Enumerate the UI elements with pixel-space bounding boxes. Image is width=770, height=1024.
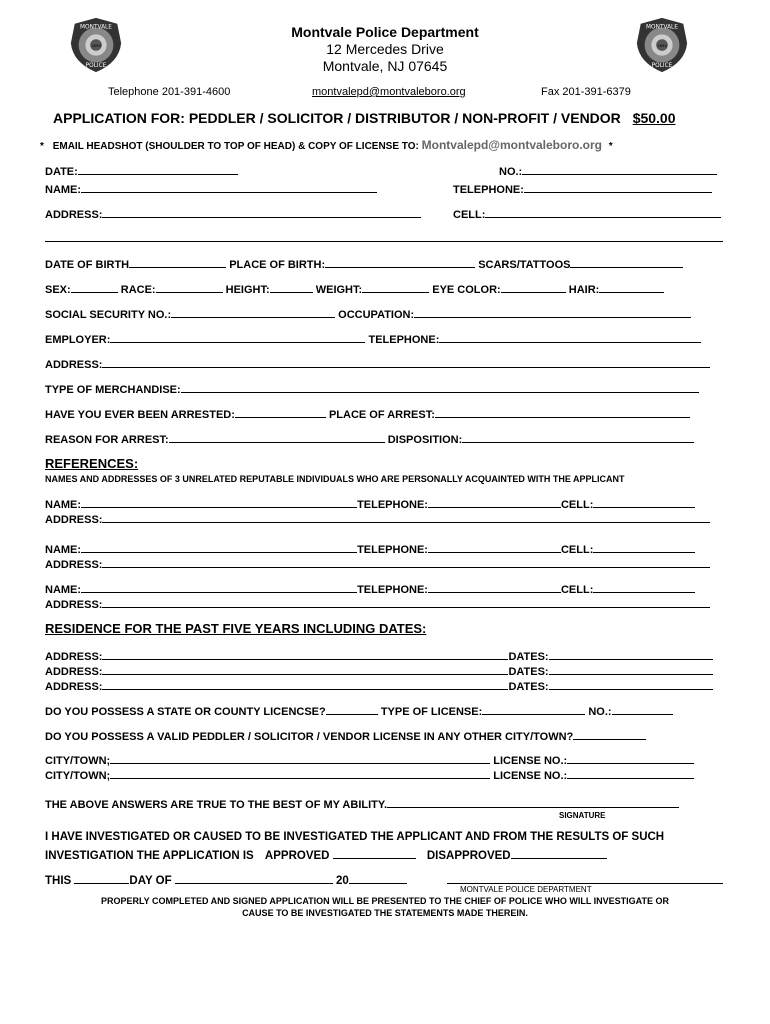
residence-row-2 — [45, 663, 713, 678]
license-no-field[interactable] — [612, 703, 673, 715]
city2-field[interactable] — [110, 767, 490, 779]
arrested-row — [45, 406, 690, 421]
ref1-address-field[interactable] — [102, 511, 710, 523]
other-license-answer[interactable] — [573, 728, 646, 740]
dob-field[interactable] — [129, 256, 226, 268]
ref1-name-label: NAME: — [45, 499, 82, 511]
race-field[interactable] — [156, 281, 223, 293]
reference-2-address-row — [45, 556, 710, 571]
street-address: 12 Mercedes Drive — [326, 41, 444, 57]
svg-text:POLICE: POLICE — [85, 63, 107, 70]
city2-label: CITY/TOWN; — [45, 770, 111, 782]
ref3-name-label: NAME: — [45, 584, 82, 596]
ref3-name-field[interactable] — [81, 581, 357, 593]
fee: $50.00 — [632, 110, 676, 126]
address-line-2[interactable] — [45, 241, 723, 242]
header-email-link[interactable]: montvalepd@montvaleboro.org — [312, 86, 466, 98]
application-title — [53, 110, 676, 126]
city1-license-label: LICENSE NO.: — [493, 755, 568, 767]
no-field[interactable] — [522, 163, 717, 175]
reference-3-row — [45, 581, 695, 596]
race-label: RACE: — [120, 284, 156, 296]
merchandise-field[interactable] — [181, 381, 699, 393]
height-label: HEIGHT: — [225, 284, 270, 296]
attestation-row — [45, 796, 679, 811]
ref1-cell-field[interactable] — [593, 496, 695, 508]
svg-text:1894: 1894 — [91, 42, 101, 48]
disposition-label: DISPOSITION: — [387, 434, 463, 446]
weight-label: WEIGHT: — [315, 284, 363, 296]
pob-label: PLACE OF BIRTH: — [229, 259, 326, 271]
place-arrest-field[interactable] — [435, 406, 690, 418]
department-caption: MONTVALE POLICE DEPARTMENT — [460, 885, 592, 894]
ssn-field[interactable] — [171, 306, 335, 318]
license-type-label: TYPE OF LICENSE: — [380, 706, 483, 718]
name-label: NAME: — [45, 184, 82, 196]
license-type-field[interactable] — [482, 703, 585, 715]
day-of-label: DAY OF — [129, 875, 172, 887]
svg-text:MONTVALE: MONTVALE — [646, 24, 678, 31]
date-label: DATE: — [45, 166, 78, 178]
attestation-text: THE ABOVE ANSWERS ARE TRUE TO THE BEST OF MY ABILITY. — [45, 799, 388, 811]
notice-text: EMAIL HEADSHOT (SHOULDER TO TOP OF HEAD) & COPY OF LICENSE TO: — [52, 141, 419, 152]
cell-row — [453, 206, 721, 221]
sex-field[interactable] — [71, 281, 118, 293]
res2-dates-field[interactable] — [549, 663, 713, 675]
month-field[interactable] — [175, 872, 333, 884]
disposition-field[interactable] — [462, 431, 694, 443]
year-prefix: 20 — [336, 875, 349, 887]
year-field[interactable] — [349, 872, 407, 884]
ref3-telephone-label: TELEPHONE: — [357, 584, 428, 596]
ref1-address-label: ADDRESS: — [45, 514, 103, 526]
ref2-address-label: ADDRESS: — [45, 559, 103, 571]
scars-field[interactable] — [570, 256, 683, 268]
eye-field[interactable] — [501, 281, 566, 293]
eye-label: EYE COLOR: — [432, 284, 501, 296]
place-arrest-label: PLACE OF ARREST: — [328, 409, 435, 421]
res2-dates-label: DATES: — [508, 666, 549, 678]
city1-license-field[interactable] — [567, 752, 694, 764]
scars-label: SCARS/TATTOOS — [478, 259, 571, 271]
res3-address-field[interactable] — [102, 678, 508, 690]
date-signed-row — [45, 872, 407, 887]
weight-field[interactable] — [362, 281, 429, 293]
disapproved-label: DISAPPROVED — [426, 850, 511, 862]
references-subheading: NAMES AND ADDRESSES OF 3 UNRELATED REPUTABLE INDIVIDUALS WHO ARE PERSONALLY ACQUAINTED WITH THE APPLICANT — [45, 474, 625, 484]
city-license-row-1 — [45, 752, 694, 767]
reference-1-address-row — [45, 511, 710, 526]
arrested-field[interactable] — [235, 406, 326, 418]
investigation-row-2 — [45, 847, 607, 862]
occupation-label: OCCUPATION: — [338, 309, 415, 321]
approved-label: APPROVED — [264, 850, 330, 862]
ref3-telephone-field[interactable] — [428, 581, 561, 593]
disapproved-field[interactable] — [511, 847, 607, 859]
footer-line-2: CAUSE TO BE INVESTIGATED THE STATEMENTS MADE THEREIN. — [242, 908, 528, 918]
residence-row-3 — [45, 678, 713, 693]
birth-row — [45, 256, 683, 271]
signature-field[interactable] — [387, 796, 679, 808]
notice-star-end: * — [608, 141, 613, 152]
department-name: Montvale Police Department — [291, 24, 479, 40]
name-field[interactable] — [81, 181, 377, 193]
ref2-name-label: NAME: — [45, 544, 82, 556]
res3-dates-field[interactable] — [549, 678, 713, 690]
name-row — [45, 181, 377, 196]
cell-label: CELL: — [453, 209, 486, 221]
ref3-address-label: ADDRESS: — [45, 599, 103, 611]
investigation-text-2: INVESTIGATION THE APPLICATION IS — [45, 850, 254, 862]
res2-address-field[interactable] — [102, 663, 508, 675]
notice-email[interactable]: Montvalepd@montvaleboro.org — [421, 138, 602, 152]
telephone-label: TELEPHONE: — [453, 184, 524, 196]
ssn-label: SOCIAL SECURITY NO.: — [45, 309, 172, 321]
ref2-name-field[interactable] — [81, 541, 357, 553]
ref2-address-field[interactable] — [102, 556, 710, 568]
address-label: ADDRESS: — [45, 209, 103, 221]
header-fax: Fax 201-391-6379 — [541, 86, 631, 98]
city1-label: CITY/TOWN; — [45, 755, 111, 767]
sex-label: SEX: — [45, 284, 71, 296]
notice-star: * — [40, 141, 44, 152]
svg-text:1894: 1894 — [657, 42, 667, 48]
references-heading: REFERENCES: — [45, 456, 139, 471]
employer-address-label: ADDRESS: — [45, 359, 103, 371]
state-license-row — [45, 703, 673, 718]
city2-license-field[interactable] — [567, 767, 694, 779]
arrested-label: HAVE YOU EVER BEEN ARRESTED: — [45, 409, 235, 421]
hair-field[interactable] — [599, 281, 664, 293]
telephone-row — [453, 181, 712, 196]
department-signature-line[interactable] — [447, 883, 723, 884]
res1-dates-field[interactable] — [549, 648, 713, 660]
reference-1-row — [45, 496, 695, 511]
svg-text:MONTVALE: MONTVALE — [80, 24, 112, 31]
state-license-question: DO YOU POSSESS A STATE OR COUNTY LICENCSE? — [45, 706, 326, 718]
ssn-row — [45, 306, 691, 321]
footer-line-1: PROPERLY COMPLETED AND SIGNED APPLICATION WILL BE PRESENTED TO THE CHIEF OF POLICE WHO WILL INVESTIGATE OR — [100, 896, 670, 906]
no-label: NO.: — [499, 166, 523, 178]
day-number-field[interactable] — [74, 872, 129, 884]
other-license-question: DO YOU POSSESS A VALID PEDDLER / SOLICITOR / VENDOR LICENSE IN ANY OTHER CITY/TOWN? — [45, 731, 574, 743]
date-field[interactable] — [78, 163, 238, 175]
email-notice — [40, 138, 613, 152]
reference-3-address-row — [45, 596, 710, 611]
ref1-cell-label: CELL: — [560, 499, 594, 511]
occupation-field[interactable] — [414, 306, 691, 318]
other-license-row — [45, 728, 646, 743]
reason-field[interactable] — [169, 431, 385, 443]
investigation-text-1: I HAVE INVESTIGATED OR CAUSED TO BE INVESTIGATED THE APPLICANT AND FROM THE RESULTS OF SUCH — [45, 831, 665, 843]
physical-row — [45, 281, 664, 296]
merchandise-row — [45, 381, 699, 396]
city2-license-label: LICENSE NO.: — [493, 770, 568, 782]
employer-address-field[interactable] — [102, 356, 710, 368]
this-label: THIS — [45, 875, 72, 887]
ref2-cell-label: CELL: — [560, 544, 594, 556]
license-no-label: NO.: — [588, 706, 612, 718]
employer-address-row — [45, 356, 710, 371]
svg-text:POLICE: POLICE — [651, 63, 673, 70]
reason-row — [45, 431, 694, 446]
employer-telephone-label: TELEPHONE: — [368, 334, 440, 346]
employer-telephone-field[interactable] — [439, 331, 701, 343]
city1-field[interactable] — [110, 752, 490, 764]
ref3-cell-field[interactable] — [593, 581, 695, 593]
ref1-telephone-label: TELEPHONE: — [357, 499, 428, 511]
title-text: APPLICATION FOR: PEDDLER / SOLICITOR / DISTRIBUTOR / NON-PROFIT / VENDOR — [53, 110, 621, 126]
no-row — [499, 163, 717, 178]
residence-row-1 — [45, 648, 713, 663]
residence-heading: RESIDENCE FOR THE PAST FIVE YEARS INCLUDING DATES: — [45, 621, 427, 636]
ref2-telephone-label: TELEPHONE: — [357, 544, 428, 556]
height-field[interactable] — [270, 281, 313, 293]
cell-field[interactable] — [485, 206, 721, 218]
ref1-name-field[interactable] — [81, 496, 357, 508]
approved-field[interactable] — [333, 847, 416, 859]
city-license-row-2 — [45, 767, 694, 782]
hair-label: HAIR: — [568, 284, 600, 296]
ref3-address-field[interactable] — [102, 596, 710, 608]
ref3-cell-label: CELL: — [560, 584, 594, 596]
employer-field[interactable] — [110, 331, 365, 343]
ref2-telephone-field[interactable] — [428, 541, 561, 553]
ref2-cell-field[interactable] — [593, 541, 695, 553]
state-license-answer[interactable] — [326, 703, 378, 715]
res1-address-field[interactable] — [102, 648, 508, 660]
employer-label: EMPLOYER: — [45, 334, 111, 346]
signature-caption: SIGNATURE — [559, 811, 606, 820]
city-state-zip: Montvale, NJ 07645 — [322, 58, 448, 74]
reason-label: REASON FOR ARREST: — [45, 434, 169, 446]
res3-address-label: ADDRESS: — [45, 681, 103, 693]
date-row — [45, 163, 238, 178]
merchandise-label: TYPE OF MERCHANDISE: — [45, 384, 181, 396]
reference-2-row — [45, 541, 695, 556]
dob-label: DATE OF BIRTH — [45, 259, 130, 271]
telephone-field[interactable] — [524, 181, 712, 193]
ref1-telephone-field[interactable] — [428, 496, 561, 508]
pob-field[interactable] — [325, 256, 475, 268]
employer-row — [45, 331, 701, 346]
res2-address-label: ADDRESS: — [45, 666, 103, 678]
res3-dates-label: DATES: — [508, 681, 549, 693]
res1-address-label: ADDRESS: — [45, 651, 103, 663]
res1-dates-label: DATES: — [508, 651, 549, 663]
address-row — [45, 206, 421, 221]
header-phone: Telephone 201-391-4600 — [108, 86, 231, 98]
address-field[interactable] — [102, 206, 421, 218]
